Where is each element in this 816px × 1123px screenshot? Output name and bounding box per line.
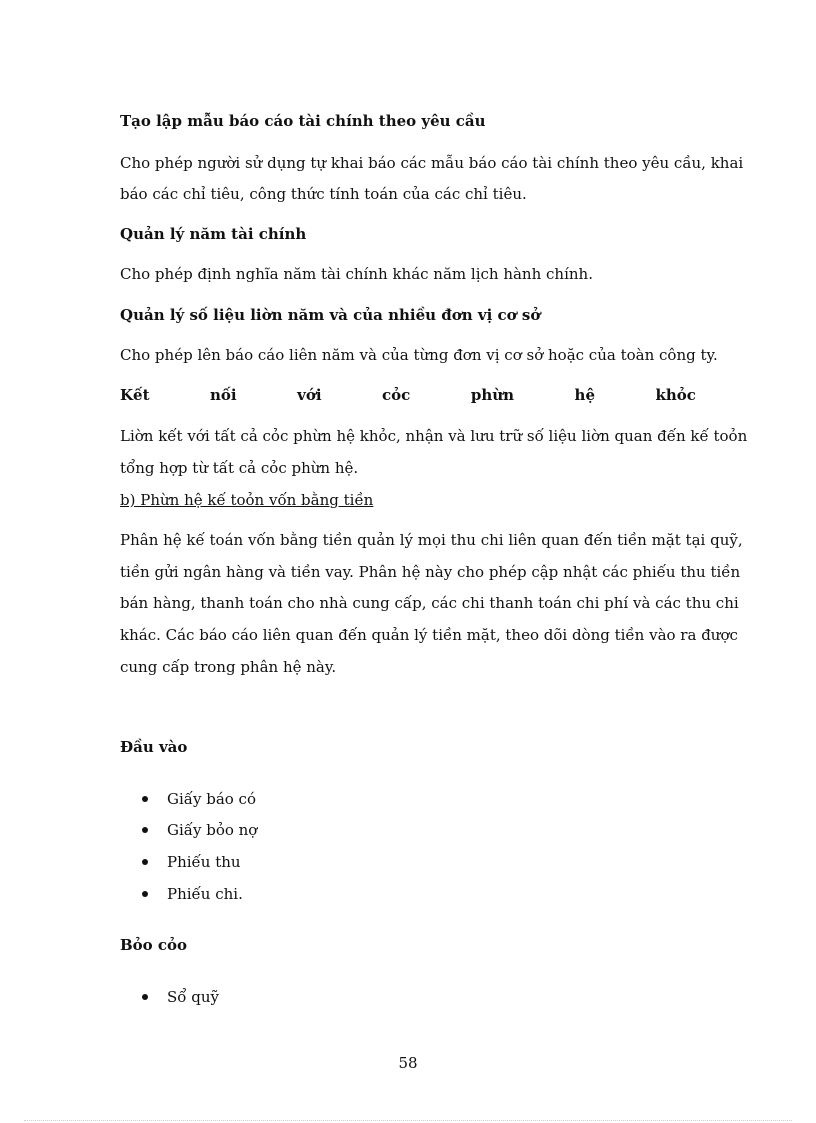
section-heading: Quản lý số liệu liờn năm và của nhiều đơn vị cơ sở: [120, 306, 541, 324]
list-item: Phiếu chi.: [142, 885, 243, 903]
paragraph-line: tổng hợp từ tất cả cỏc phừn hệ.: [120, 459, 359, 477]
paragraph-line: Cho phép lên báo cáo liên năm và của từng đơn vị cơ sở hoặc của toàn công ty.: [120, 346, 718, 364]
paragraph-line: báo các chỉ tiêu, công thức tính toán của các chỉ tiêu.: [120, 185, 527, 203]
section-heading: Tạo lập mẫu báo cáo tài chính theo yêu cầu: [120, 112, 486, 130]
paragraph-line: cung cấp trong phân hệ này.: [120, 658, 337, 676]
bullet-icon: [142, 859, 148, 865]
paragraph-line: tiền gửi ngân hàng và tiền vay. Phân hệ này cho phép cập nhật các phiếu thu tiền: [120, 563, 741, 581]
heading-word: Kết: [120, 386, 150, 404]
list-item: Phiếu thu: [142, 853, 241, 871]
heading-word: hệ: [574, 386, 595, 404]
bullet-icon: [142, 796, 148, 802]
paragraph-line: khác. Các báo cáo liên quan đến quản lý tiền mặt, theo dõi dòng tiền vào ra được: [120, 626, 738, 644]
inputs-heading: Đầu vào: [120, 738, 188, 756]
bullet-icon: [142, 827, 148, 833]
list-item: Sổ quỹ: [142, 988, 219, 1006]
list-item: Giấy bỏo nợ: [142, 821, 257, 839]
subsection-title: b) Phừn hệ kế toỏn vốn bằng tiền: [120, 491, 374, 509]
paragraph-line: Cho phép định nghĩa năm tài chính khác năm lịch hành chính.: [120, 265, 593, 283]
heading-word: phừn: [470, 386, 515, 404]
heading-word: với: [297, 386, 322, 404]
page-bottom-divider: [24, 1120, 792, 1121]
heading-word: khỏc: [655, 386, 696, 404]
heading-word: cỏc: [382, 386, 411, 404]
reports-heading: Bỏo cỏo: [120, 936, 188, 954]
section-heading-spread: [120, 386, 696, 404]
list-item: Giấy báo có: [142, 790, 256, 808]
paragraph-line: Cho phép người sử dụng tự khai báo các mẫu báo cáo tài chính theo yêu cầu, khai: [120, 154, 744, 172]
section-heading: Quản lý năm tài chính: [120, 225, 307, 243]
paragraph-line: bán hàng, thanh toán cho nhà cung cấp, các chi thanh toán chi phí và các thu chi: [120, 594, 739, 612]
bullet-icon: [142, 994, 148, 1000]
page-number: 58: [398, 1054, 418, 1072]
bullet-icon: [142, 891, 148, 897]
paragraph-line: Liờn kết với tất cả cỏc phừn hệ khỏc, nhận và lưu trữ số liệu liờn quan đến kế toỏn: [120, 427, 748, 445]
paragraph-line: Phân hệ kế toán vốn bằng tiền quản lý mọi thu chi liên quan đến tiền mặt tại quỹ,: [120, 531, 743, 549]
heading-word: nối: [210, 386, 237, 404]
